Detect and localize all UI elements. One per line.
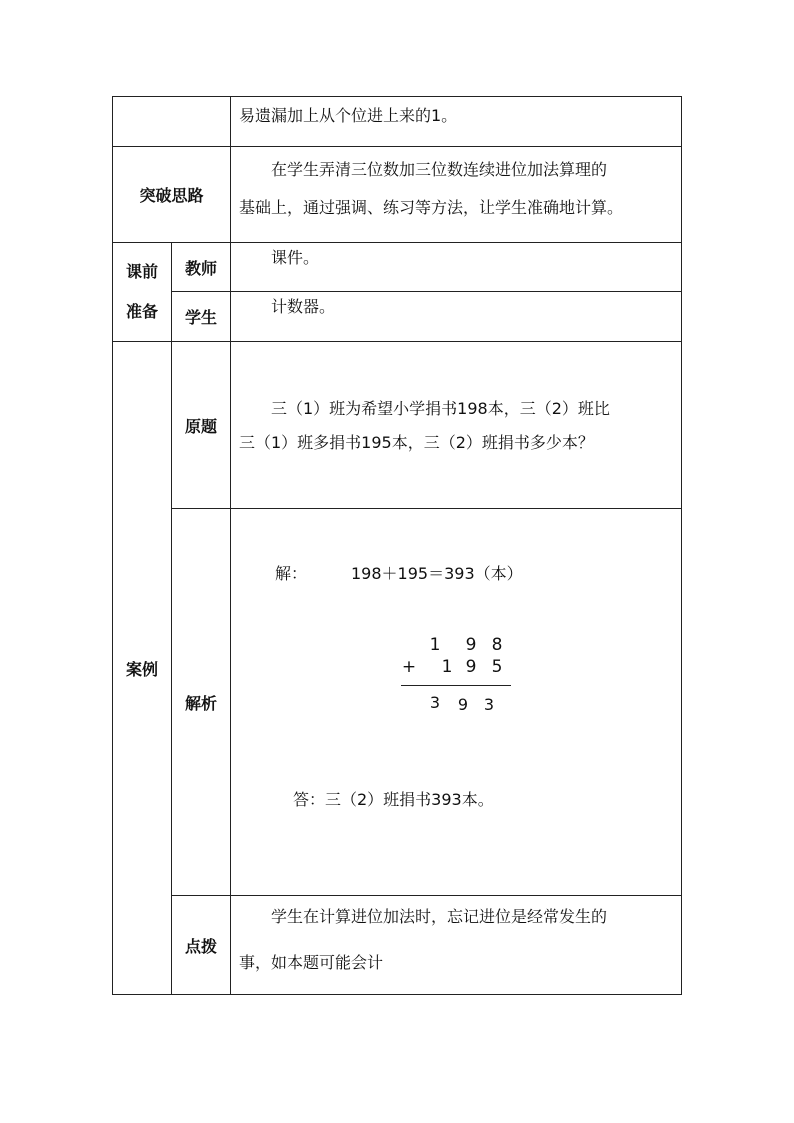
empty-label-cell [113,97,231,147]
lesson-table [112,96,682,995]
vertical-addition [401,635,521,715]
breakthrough-label: 突破思路 [113,147,231,243]
row-prep-student [113,292,682,342]
row-case-analysis [113,509,682,896]
answer: 答：三（2）班捐书393本。 [293,790,494,809]
tip-line-1: 学生在计算进位加法时，忘记进位是经常发生的 [271,907,608,926]
original-text [231,342,682,509]
res-ones: 3 [483,695,495,714]
r1-hundreds: 1 [429,635,441,655]
row-breakthrough [113,147,682,243]
row-case-tip [113,896,682,995]
res-tens: 9 [457,695,469,714]
r1-ones: 8 [491,635,503,655]
analysis-content [231,509,681,895]
student-label: 学生 [172,292,231,342]
r2-ones: 5 [491,657,503,677]
row-prep-teacher [113,243,682,292]
original-line-1: 三（1）班为希望小学捐书198本，三（2）班比 [271,399,610,418]
original-line-2: 三（1）班多捐书195本，三（2）班捐书多少本？ [239,433,594,452]
breakthrough-line-2: 基础上，通过强调、练习等方法，让学生准确地计算。 [239,198,624,217]
analysis-cell [231,509,682,896]
row-case-original [113,342,682,509]
prep-label-line-1: 课前 [125,262,158,281]
prep-label-line-2: 准备 [125,302,158,321]
row-continued [113,97,682,147]
original-label: 原题 [172,342,231,509]
teacher-label: 教师 [172,243,231,292]
continued-text-line: 易遗漏加上从个位进上来的1。 [239,106,458,125]
teacher-text: 课件。 [271,248,320,267]
case-label: 案例 [113,342,172,995]
r1-tens: 9 [465,635,477,655]
breakthrough-text [231,147,682,243]
analysis-label: 解析 [172,509,231,896]
r2-tens: 9 [465,657,477,677]
r2-hundreds: 1 [441,657,453,677]
res-hundreds: 3 [429,693,441,712]
equation: 198＋195＝393（本） [351,564,523,583]
prep-label [113,243,172,342]
teacher-text-cell [231,243,682,292]
tip-label: 点拨 [172,896,231,995]
continued-text [231,97,682,147]
tip-text [231,896,682,995]
breakthrough-line-1: 在学生弄清三位数加三位数连续进位加法算理的 [271,160,608,179]
student-text-cell [231,292,682,342]
tip-line-2: 事，如本题可能会计 [239,953,384,972]
plus-sign: + [401,657,417,677]
solution-prefix: 解： [275,564,308,583]
student-text: 计数器。 [271,297,336,316]
sum-line [401,685,511,686]
